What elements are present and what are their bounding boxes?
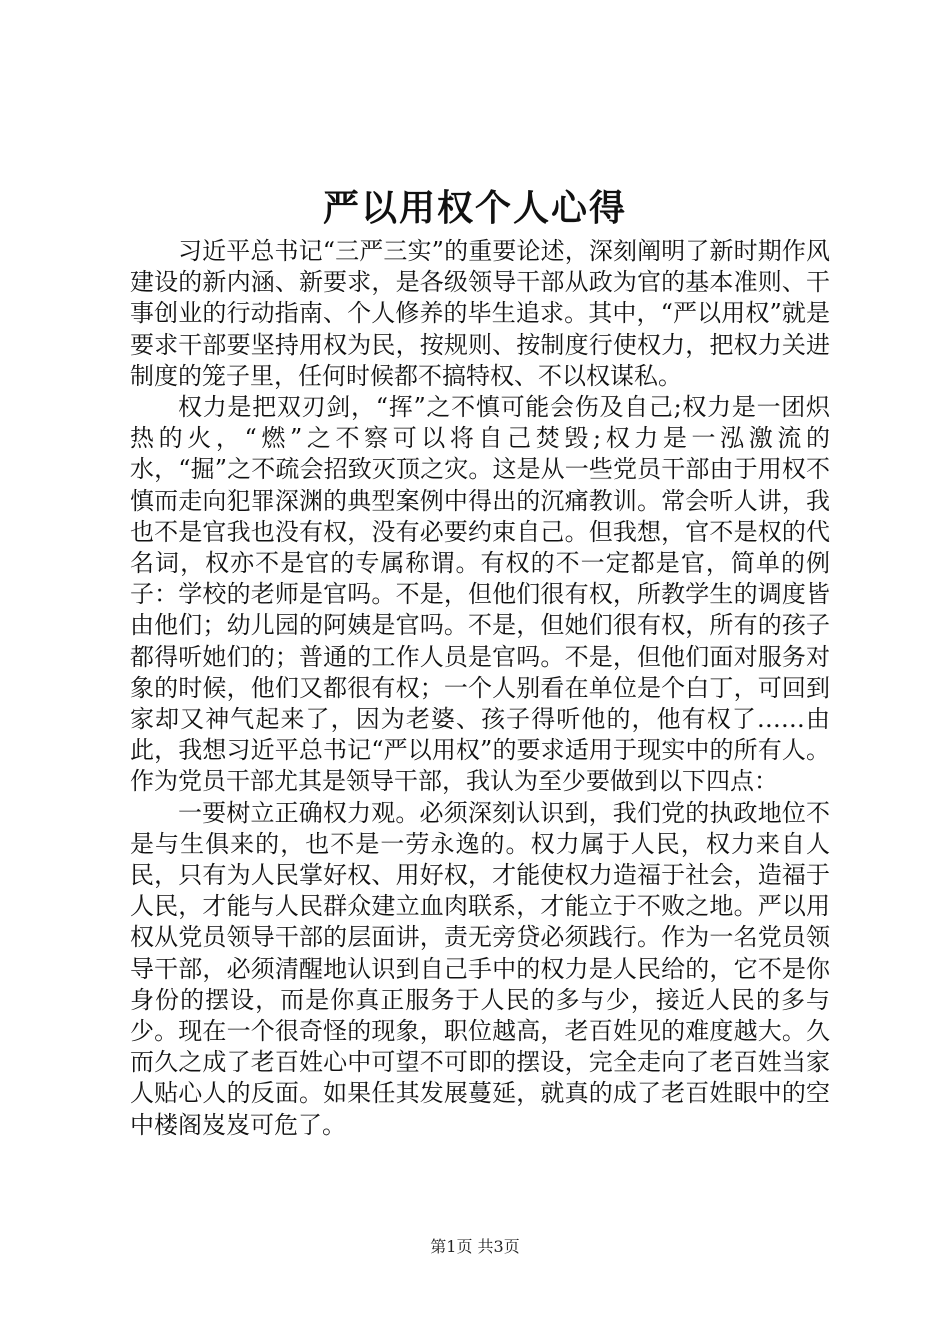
document-title: 严以用权个人心得 <box>322 187 627 229</box>
paragraph: 权力是把双刃剑，“挥”之不慎可能会伤及自己;权力是一团炽热的火，“燃”之不察可以将自己焚毁;权力是一泓激流的水，“掘”之不疏会招致灭顶之灾。这是从一些党员干部由于用权不慎而走向犯罪深渊的典型案例中得出的沉痛教训。常会听人讲，我也不是官我也没有权，没有必要约束自己。但我想，官不是权的代名词，权亦不是官的专属称谓。有权的不一定都是官，简单的例子：学校的老师是官吗。不是，但他们很有权，所教学生的调度皆由他们；幼儿园的阿姨是官吗。不是，但她们很有权，所有的孩子都得听她们的；普通的工作人员是官吗。不是，但他们面对服务对象的时候，他们又都很有权；一个人别看在单位是个白丁，可回到家却又神气起来了，因为老婆、孩子得听他的，他有权了……由此，我想习近平总书记“严以用权”的要求适用于现实中的所有人。作为党员干部尤其是领导干部，我认为至少要做到以下四点： <box>130 393 830 796</box>
paragraph: 习近平总书记“三严三实”的重要论述，深刻阐明了新时期作风建设的新内涵、新要求，是各级领导干部从政为官的基本准则、干事创业的行动指南、个人修养的毕生追求。其中，“严以用权”就是要求干部要坚持用权为民，按规则、按制度行使权力，把权力关进制度的笼子里，任何时候都不搞特权、不以权谋私。 <box>130 237 830 390</box>
paragraph: 一要树立正确权力观。必须深刻认识到，我们党的执政地位不是与生俱来的，也不是一劳永逸的。权力属于人民，权力来自人民，只有为人民掌好权、用好权，才能使权力造福于社会，造福于人民，才能与人民群众建立血肉联系，才能立于不败之地。严以用权从党员领导干部的层面讲，责无旁贷必须践行。作为一名党员领导干部，必须清醒地认识到自己手中的权力是人民给的，它不是你身份的摆设，而是你真正服务于人民的多与少，接近人民的多与少。现在一个很奇怪的现象，职位越高，老百姓见的难度越大。久而久之成了老百姓心中可望不可即的摆设，完全走向了老百姓当家人贴心人的反面。如果任其发展蔓延，就真的成了老百姓眼中的空中楼阁岌岌可危了。 <box>130 798 830 1139</box>
page-number-footer: 第1页 共3页 <box>430 1237 520 1256</box>
document-body <box>130 236 830 1141</box>
